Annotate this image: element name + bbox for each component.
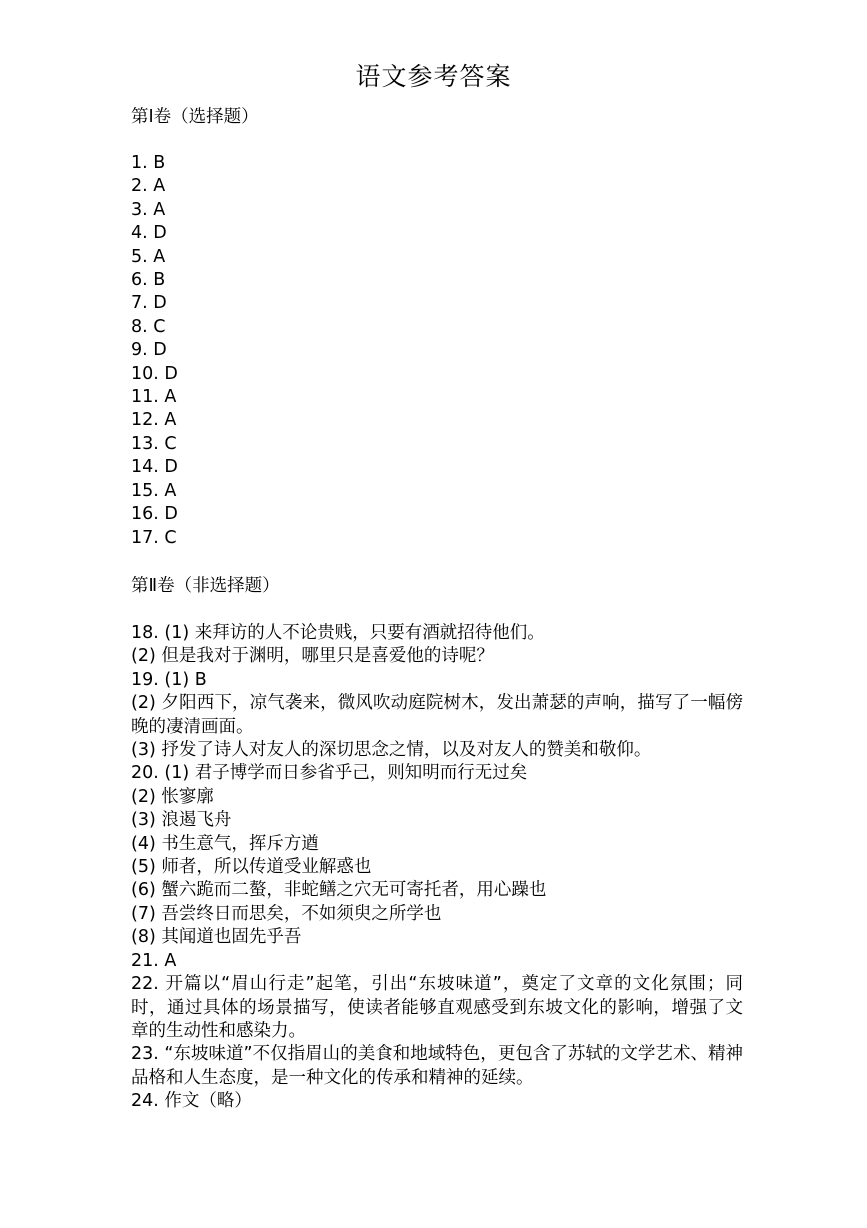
- multiple-choice-answer-list: [131, 152, 178, 550]
- answer-item: 20. (1) 君子博学而日参省乎己，则知明而行无过矣: [131, 763, 528, 784]
- document-title: 语文参考答案: [355, 62, 512, 91]
- answer-item: 11. A: [131, 387, 177, 408]
- answer-item: (2) 夕阳西下，凉气袭来，微风吹动庭院树木，发出萧瑟的声响，描写了一幅傍晚的凄清画面。: [131, 693, 743, 737]
- answer-item: 14. D: [131, 457, 178, 478]
- answer-item: 6. B: [131, 270, 166, 291]
- answer-item: 19. (1) B: [131, 669, 207, 690]
- answer-item: (4) 书生意气，挥斥方遒: [131, 833, 319, 854]
- answer-item: (3) 抒发了诗人对友人的深切思念之情，以及对友人的赞美和敬仰。: [131, 740, 652, 761]
- section-heading-multiple-choice: 第Ⅰ卷（选择题）: [131, 107, 259, 127]
- answer-item: 22. 开篇以“眉山行走”起笔，引出“东坡味道”，奠定了文章的文化氛围；同时，通过具体的场景描写，使读者能够直观感受到东坡文化的影响，增强了文章的生动性和感染力。: [131, 974, 743, 1041]
- answer-item: 13. C: [131, 433, 177, 454]
- answer-item: 8. C: [131, 316, 166, 337]
- open-answer-list: [131, 622, 743, 1114]
- answer-item: (2) 怅寥廓: [131, 786, 214, 807]
- answer-item: 9. D: [131, 340, 167, 361]
- answer-item: 3. A: [131, 199, 166, 220]
- answer-item: 10. D: [131, 363, 178, 384]
- answer-item: 17. C: [131, 527, 177, 548]
- answer-item: 5. A: [131, 246, 166, 267]
- answer-item: (7) 吾尝终日而思矣，不如须臾之所学也: [131, 903, 442, 924]
- answer-item: 7. D: [131, 293, 167, 314]
- answer-item: 2. A: [131, 176, 166, 197]
- answer-item: (5) 师者，所以传道受业解惑也: [131, 857, 372, 878]
- answer-item: 23. “东坡味道”不仅指眉山的美食和地域特色，更包含了苏轼的文学艺术、精神品格和人生态度，是一种文化的传承和精神的延续。: [131, 1044, 743, 1088]
- answer-item: 21. A: [131, 950, 177, 971]
- answer-item: 18. (1) 来拜访的人不论贵贱，只要有酒就招待他们。: [131, 623, 545, 643]
- answer-item: 4. D: [131, 223, 167, 244]
- section-heading-non-choice: 第Ⅱ卷（非选择题）: [131, 576, 280, 596]
- answer-item: (8) 其闻道也固先乎吾: [131, 927, 302, 948]
- answer-item: 15. A: [131, 480, 177, 501]
- answer-item: 12. A: [131, 410, 177, 431]
- answer-item: 16. D: [131, 504, 178, 525]
- answer-item: (6) 蟹六跪而二螯，非蛇鳝之穴无可寄托者，用心躁也: [131, 880, 547, 901]
- answer-item: 24. 作文（略）: [131, 1091, 252, 1112]
- answer-item: (3) 浪遏飞舟: [131, 810, 232, 831]
- answer-item: 1. B: [131, 153, 166, 173]
- answer-item: (2) 但是我对于渊明，哪里只是喜爱他的诗呢？: [131, 646, 494, 667]
